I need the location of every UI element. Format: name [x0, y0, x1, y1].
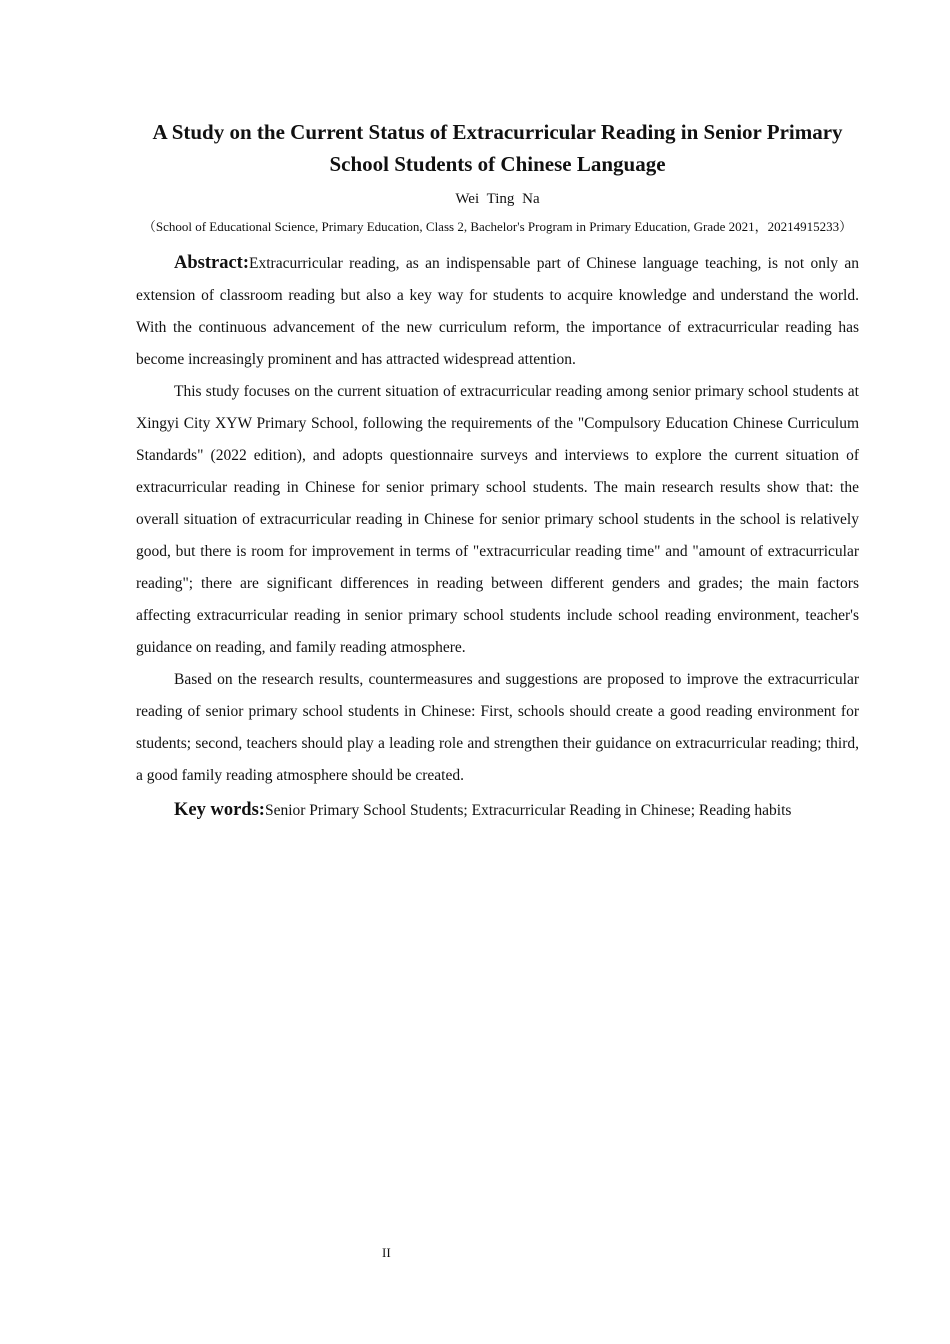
abstract-paragraph-3: Based on the research results, countermeasures and suggestions are proposed to improve the extracurricular reading of senior primary school students in Chinese: First, schools should create a good reading environment for students; second, teachers should play a leading role and strengthen their guidance on extracurricular reading; third, a good family reading atmosphere should be created.: [136, 671, 859, 784]
abstract-label: Abstract:: [174, 253, 250, 273]
paper-page: [136, 116, 859, 827]
keywords-label: Key words:: [174, 800, 265, 820]
author-name: Wei Ting Na: [455, 191, 540, 207]
author-affiliation: （School of Educational Science, Primary Education, Class 2, Bachelor's Program in Primary Education, Grade 2021，20214915233）: [142, 219, 853, 234]
paper-title: A Study on the Current Status of Extracurricular Reading in Senior Primary School Students of Chinese Language: [152, 120, 843, 176]
abstract-text-1: Extracurricular reading, as an indispensable part of Chinese language teaching, is not only an extension of classroom reading but also a key way for students to acquire knowledge and understand the world. With the continuous advancement of the new curriculum reform, the importance of extracurricular reading has become increasingly prominent and has attracted widespread attention.: [136, 255, 859, 368]
abstract: [136, 247, 859, 792]
abstract-paragraph-1: [136, 247, 859, 376]
keywords: [136, 794, 859, 827]
page-number: II: [382, 1245, 391, 1260]
abstract-paragraph-2: This study focuses on the current situation of extracurricular reading among senior primary school students at Xingyi City XYW Primary School, following the requirements of the "Compulsory Education Chinese Curriculum Standards" (2022 edition), and adopts questionnaire surveys and interviews to explore the current situation of extracurricular reading in Chinese for senior primary school students. The main research results show that: the overall situation of extracurricular reading in Chinese for senior primary school students in the school is relatively good, but there is room for improvement in terms of "extracurricular reading time" and "amount of extracurricular reading"; there are significant differences in reading between different genders and grades; the main factors affecting extracurricular reading in senior primary school students include school reading environment, teacher's guidance on reading, and family reading atmosphere.: [136, 383, 859, 656]
keywords-text: Senior Primary School Students; Extracurricular Reading in Chinese; Reading habits: [264, 802, 792, 819]
